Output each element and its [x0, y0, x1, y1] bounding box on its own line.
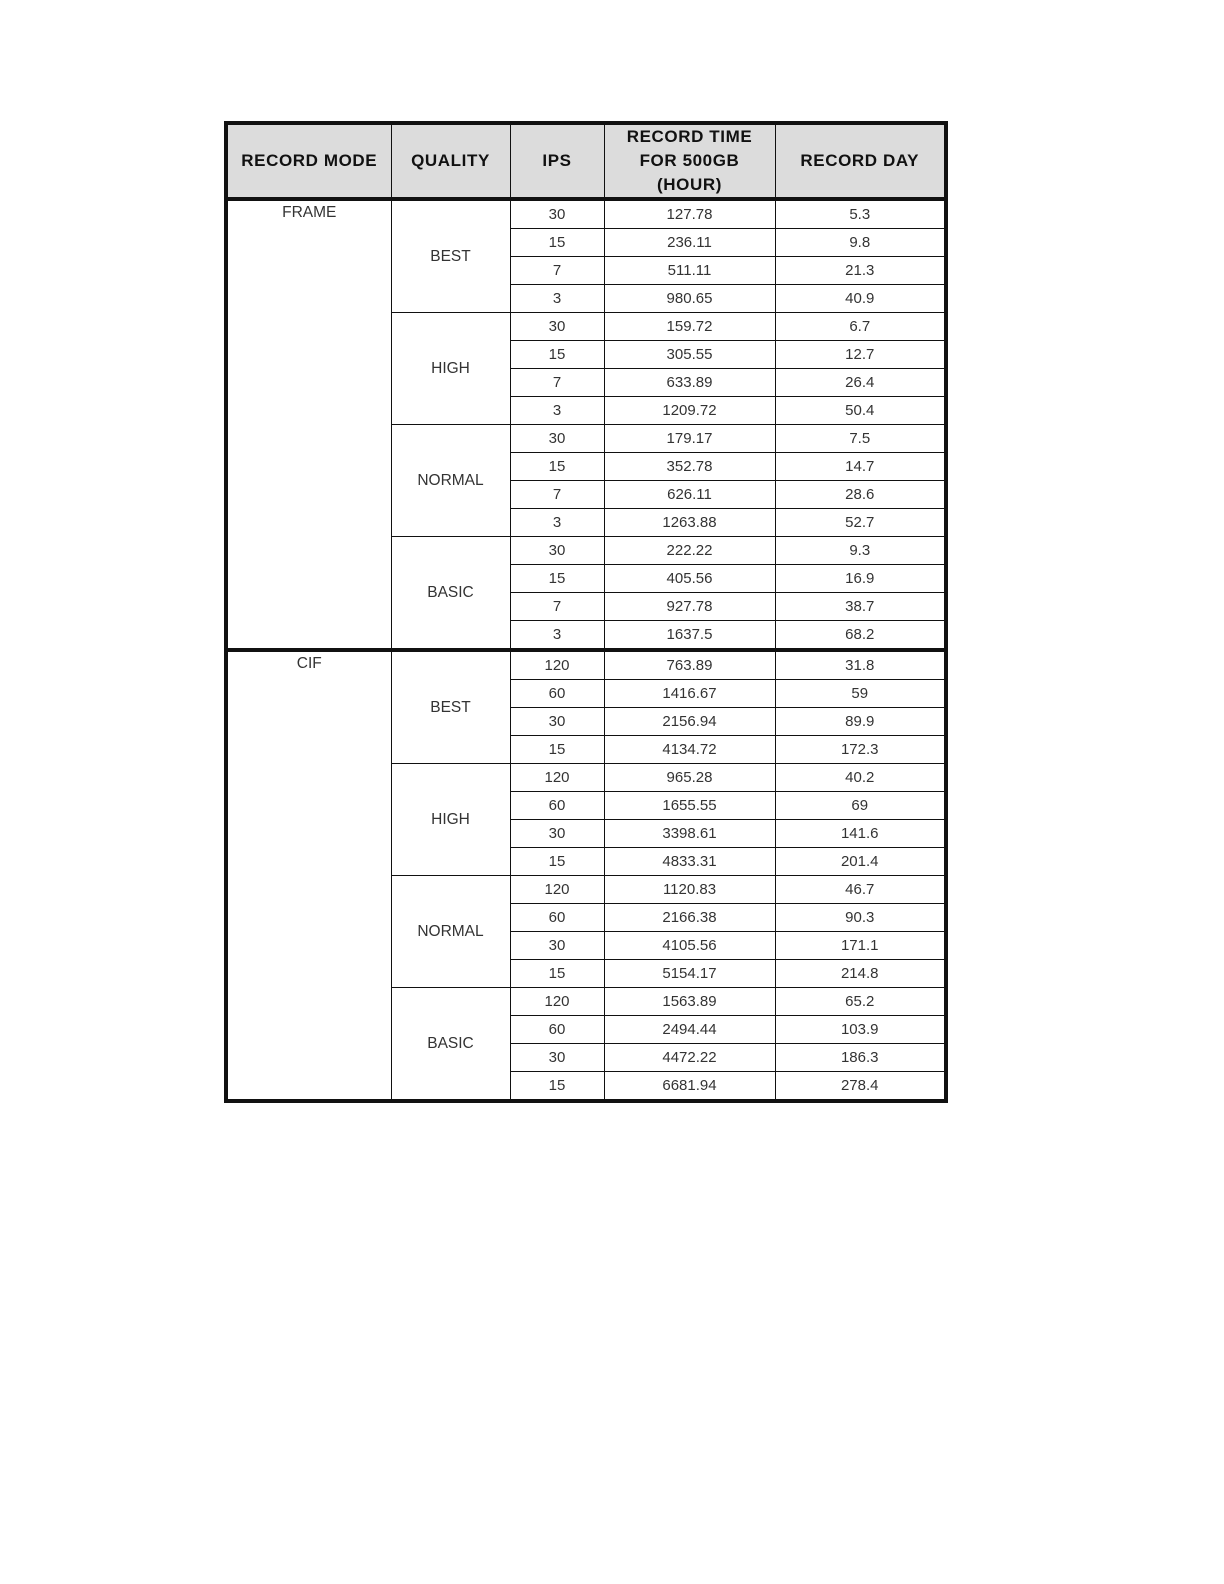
record-time-cell: 179.17 — [604, 425, 775, 453]
table-body — [226, 199, 946, 1101]
header-quality: QUALITY — [391, 123, 510, 199]
record-time-cell: 763.89 — [604, 650, 775, 680]
quality-cell: NORMAL — [391, 876, 510, 988]
record-time-cell: 1263.88 — [604, 509, 775, 537]
record-day-cell: 186.3 — [775, 1044, 946, 1072]
header-ips: IPS — [510, 123, 604, 199]
record-time-cell: 1416.67 — [604, 680, 775, 708]
record-day-cell: 141.6 — [775, 820, 946, 848]
ips-cell: 7 — [510, 257, 604, 285]
record-time-cell: 1655.55 — [604, 792, 775, 820]
ips-cell: 120 — [510, 650, 604, 680]
ips-cell: 120 — [510, 876, 604, 904]
record-day-cell: 172.3 — [775, 736, 946, 764]
record-time-cell: 405.56 — [604, 565, 775, 593]
record-day-cell: 6.7 — [775, 313, 946, 341]
record-day-cell: 12.7 — [775, 341, 946, 369]
record-time-cell: 1563.89 — [604, 988, 775, 1016]
ips-cell: 15 — [510, 960, 604, 988]
record-day-cell: 26.4 — [775, 369, 946, 397]
ips-cell: 30 — [510, 1044, 604, 1072]
ips-cell: 30 — [510, 708, 604, 736]
record-time-cell: 4472.22 — [604, 1044, 775, 1072]
record-time-table — [224, 121, 948, 1103]
record-day-cell: 16.9 — [775, 565, 946, 593]
quality-cell: HIGH — [391, 313, 510, 425]
ips-cell: 30 — [510, 425, 604, 453]
record-time-cell: 927.78 — [604, 593, 775, 621]
record-day-cell: 69 — [775, 792, 946, 820]
record-day-cell: 9.3 — [775, 537, 946, 565]
header-record-time-line: RECORD TIME — [626, 127, 753, 146]
record-day-cell: 14.7 — [775, 453, 946, 481]
record-time-cell: 4105.56 — [604, 932, 775, 960]
record-time-cell: 4134.72 — [604, 736, 775, 764]
record-day-cell: 5.3 — [775, 199, 946, 229]
ips-cell: 15 — [510, 229, 604, 257]
ips-cell: 30 — [510, 820, 604, 848]
record-day-cell: 90.3 — [775, 904, 946, 932]
record-day-cell: 28.6 — [775, 481, 946, 509]
record-time-cell: 222.22 — [604, 537, 775, 565]
ips-cell: 120 — [510, 764, 604, 792]
record-time-cell: 626.11 — [604, 481, 775, 509]
ips-cell: 60 — [510, 680, 604, 708]
quality-cell: HIGH — [391, 764, 510, 876]
record-time-cell: 2166.38 — [604, 904, 775, 932]
header-record-time — [604, 123, 775, 199]
ips-cell: 15 — [510, 453, 604, 481]
quality-cell: BASIC — [391, 537, 510, 651]
record-day-cell: 65.2 — [775, 988, 946, 1016]
record-day-cell: 68.2 — [775, 621, 946, 651]
table-row — [226, 199, 946, 229]
header-record-time-line: FOR 500GB — [639, 151, 740, 170]
ips-cell: 3 — [510, 509, 604, 537]
record-day-cell: 9.8 — [775, 229, 946, 257]
record-time-cell: 4833.31 — [604, 848, 775, 876]
record-time-cell: 3398.61 — [604, 820, 775, 848]
record-time-cell: 511.11 — [604, 257, 775, 285]
record-day-cell: 40.9 — [775, 285, 946, 313]
record-day-cell: 89.9 — [775, 708, 946, 736]
ips-cell: 15 — [510, 1072, 604, 1102]
ips-cell: 60 — [510, 904, 604, 932]
header-row — [226, 123, 946, 199]
ips-cell: 60 — [510, 1016, 604, 1044]
record-day-cell: 52.7 — [775, 509, 946, 537]
quality-cell: NORMAL — [391, 425, 510, 537]
record-mode-cell: CIF — [226, 650, 391, 1101]
record-time-cell: 159.72 — [604, 313, 775, 341]
record-day-cell: 278.4 — [775, 1072, 946, 1102]
record-time-cell: 6681.94 — [604, 1072, 775, 1102]
ips-cell: 15 — [510, 565, 604, 593]
ips-cell: 3 — [510, 397, 604, 425]
ips-cell: 3 — [510, 285, 604, 313]
record-time-cell: 5154.17 — [604, 960, 775, 988]
ips-cell: 30 — [510, 537, 604, 565]
record-day-cell: 171.1 — [775, 932, 946, 960]
record-day-cell: 214.8 — [775, 960, 946, 988]
ips-cell: 7 — [510, 593, 604, 621]
record-time-cell: 2156.94 — [604, 708, 775, 736]
header-record-time-line: (HOUR) — [657, 175, 722, 194]
header-record-day: RECORD DAY — [775, 123, 946, 199]
record-day-cell: 31.8 — [775, 650, 946, 680]
header-record-mode: RECORD MODE — [226, 123, 391, 199]
quality-cell: BASIC — [391, 988, 510, 1102]
ips-cell: 15 — [510, 848, 604, 876]
table-row — [226, 650, 946, 680]
record-day-cell: 21.3 — [775, 257, 946, 285]
ips-cell: 60 — [510, 792, 604, 820]
ips-cell: 30 — [510, 199, 604, 229]
quality-cell: BEST — [391, 199, 510, 313]
record-time-cell: 1120.83 — [604, 876, 775, 904]
record-time-cell: 980.65 — [604, 285, 775, 313]
record-time-cell: 352.78 — [604, 453, 775, 481]
record-day-cell: 103.9 — [775, 1016, 946, 1044]
ips-cell: 15 — [510, 341, 604, 369]
record-day-cell: 201.4 — [775, 848, 946, 876]
record-time-cell: 965.28 — [604, 764, 775, 792]
record-day-cell: 38.7 — [775, 593, 946, 621]
ips-cell: 120 — [510, 988, 604, 1016]
record-time-cell: 1637.5 — [604, 621, 775, 651]
ips-cell: 3 — [510, 621, 604, 651]
ips-cell: 30 — [510, 932, 604, 960]
ips-cell: 30 — [510, 313, 604, 341]
record-time-cell: 127.78 — [604, 199, 775, 229]
record-day-cell: 46.7 — [775, 876, 946, 904]
record-day-cell: 7.5 — [775, 425, 946, 453]
record-time-cell: 2494.44 — [604, 1016, 775, 1044]
record-time-cell: 1209.72 — [604, 397, 775, 425]
ips-cell: 7 — [510, 369, 604, 397]
record-day-cell: 59 — [775, 680, 946, 708]
record-mode-cell: FRAME — [226, 199, 391, 650]
ips-cell: 15 — [510, 736, 604, 764]
ips-cell: 7 — [510, 481, 604, 509]
record-time-cell: 633.89 — [604, 369, 775, 397]
record-time-cell: 305.55 — [604, 341, 775, 369]
quality-cell: BEST — [391, 650, 510, 764]
record-day-cell: 50.4 — [775, 397, 946, 425]
record-time-cell: 236.11 — [604, 229, 775, 257]
record-day-cell: 40.2 — [775, 764, 946, 792]
